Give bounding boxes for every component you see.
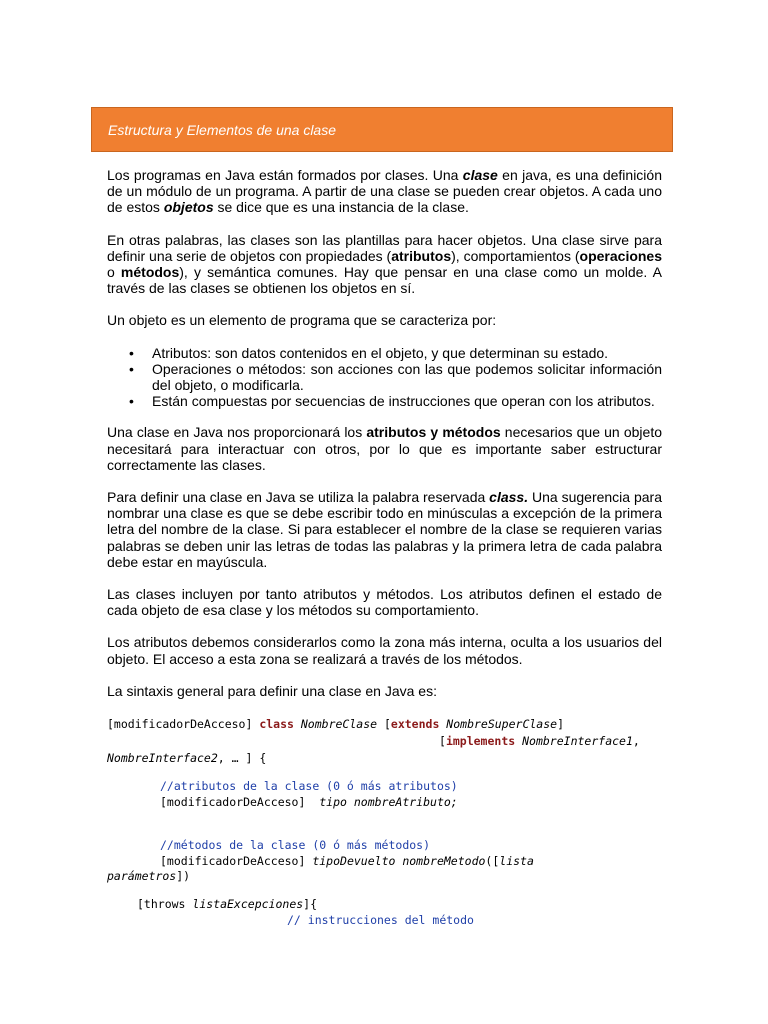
characteristics-list	[107, 345, 662, 410]
paragraph-object-intro: Un objeto es un elemento de programa que se caracteriza por:	[107, 312, 497, 329]
list-item: • Atributos: son datos contenidos en el objeto, y que determinan su estado.	[152, 345, 662, 361]
term-clase: clase	[462, 167, 498, 183]
term-operaciones: operaciones	[579, 247, 663, 264]
term-class: class.	[489, 489, 529, 506]
code-line: NombreInterface2, … ] {	[107, 751, 267, 765]
document-body	[107, 167, 662, 715]
code-line: [throws listaExcepciones]{	[137, 897, 318, 911]
paragraph-intro: Los programas en Java están formados por clases. Una clase en java, es una definición de un módulo de un programa. A partir de una clase se pueden crear objetos. A cada uno de estos objetos se dice que es una instancia de la clase.	[107, 167, 662, 216]
code-line: parámetros])	[107, 869, 191, 883]
list-item: • Están compuestas por secuencias de instrucciones que operan con los atributos.	[152, 393, 662, 409]
paragraph-attributes-methods: Una clase en Java nos proporcionará los atributos y métodos necesarios que un objeto necesitará para interactuar con otros, por lo que es importante saber estructurar correctamente las clases.	[107, 424, 662, 473]
code-line: [implements NombreInterface1,	[439, 734, 640, 748]
list-item: • Operaciones o métodos: son acciones con las que podemos solicitar información del objeto, o modificarla.	[152, 361, 662, 393]
paragraph-class-keyword: Para definir una clase en Java se utiliza la palabra reservada class. Una sugerencia para nombrar una clase es que se debe escribir todo en minúsculas a excepción de la primera letra del nombre de la clase. Si para establecer el nombre de la clase se requieren varias palabras se deben unir las letras de todas las palabras y la primera letra de cada palabra debe estar en mayúscula.	[107, 489, 662, 570]
section-title: Estructura y Elementos de una clase	[108, 122, 337, 138]
code-block	[107, 716, 667, 927]
term-atributos: atributos	[391, 247, 452, 264]
code-line: [modificadorDeAcceso] tipoDevuelto nombreMetodo([lista	[160, 854, 534, 868]
code-comment: //atributos de la clase (0 ó más atributos)	[160, 779, 458, 793]
code-line: [modificadorDeAcceso] class NombreClase [extends NombreSuperClase]	[107, 717, 565, 731]
term-atributos-metodos: atributos y métodos	[366, 424, 501, 441]
term-objetos: objetos	[163, 199, 214, 216]
term-metodos: métodos	[120, 264, 180, 281]
section-header	[91, 107, 673, 152]
paragraph-state-behavior: Las clases incluyen por tanto atributos y métodos. Los atributos definen el estado de cada objeto de esa clase y los métodos su comportamiento.	[107, 586, 662, 619]
paragraph-syntax-intro: La sintaxis general para definir una clase en Java es:	[107, 682, 437, 699]
code-comment: //métodos de la clase (0 ó más métodos)	[160, 838, 431, 852]
paragraph-templates: En otras palabras, las clases son las plantillas para hacer objetos. Una clase sirve para definir una serie de objetos con propiedades (atributos), comportamientos (operaciones o métodos), y semántica comunes. Hay que pensar en una clase como un molde. A través de las clases se obtienen los objetos en sí.	[107, 231, 663, 297]
code-comment: // instrucciones del método	[287, 913, 474, 927]
paragraph-encapsulation: Los atributos debemos considerarlos como la zona más interna, oculta a los usuarios del objeto. El acceso a esta zona se realizará a través de los métodos.	[107, 634, 662, 667]
code-line: [modificadorDeAcceso] tipo nombreAtributo;	[160, 795, 458, 809]
